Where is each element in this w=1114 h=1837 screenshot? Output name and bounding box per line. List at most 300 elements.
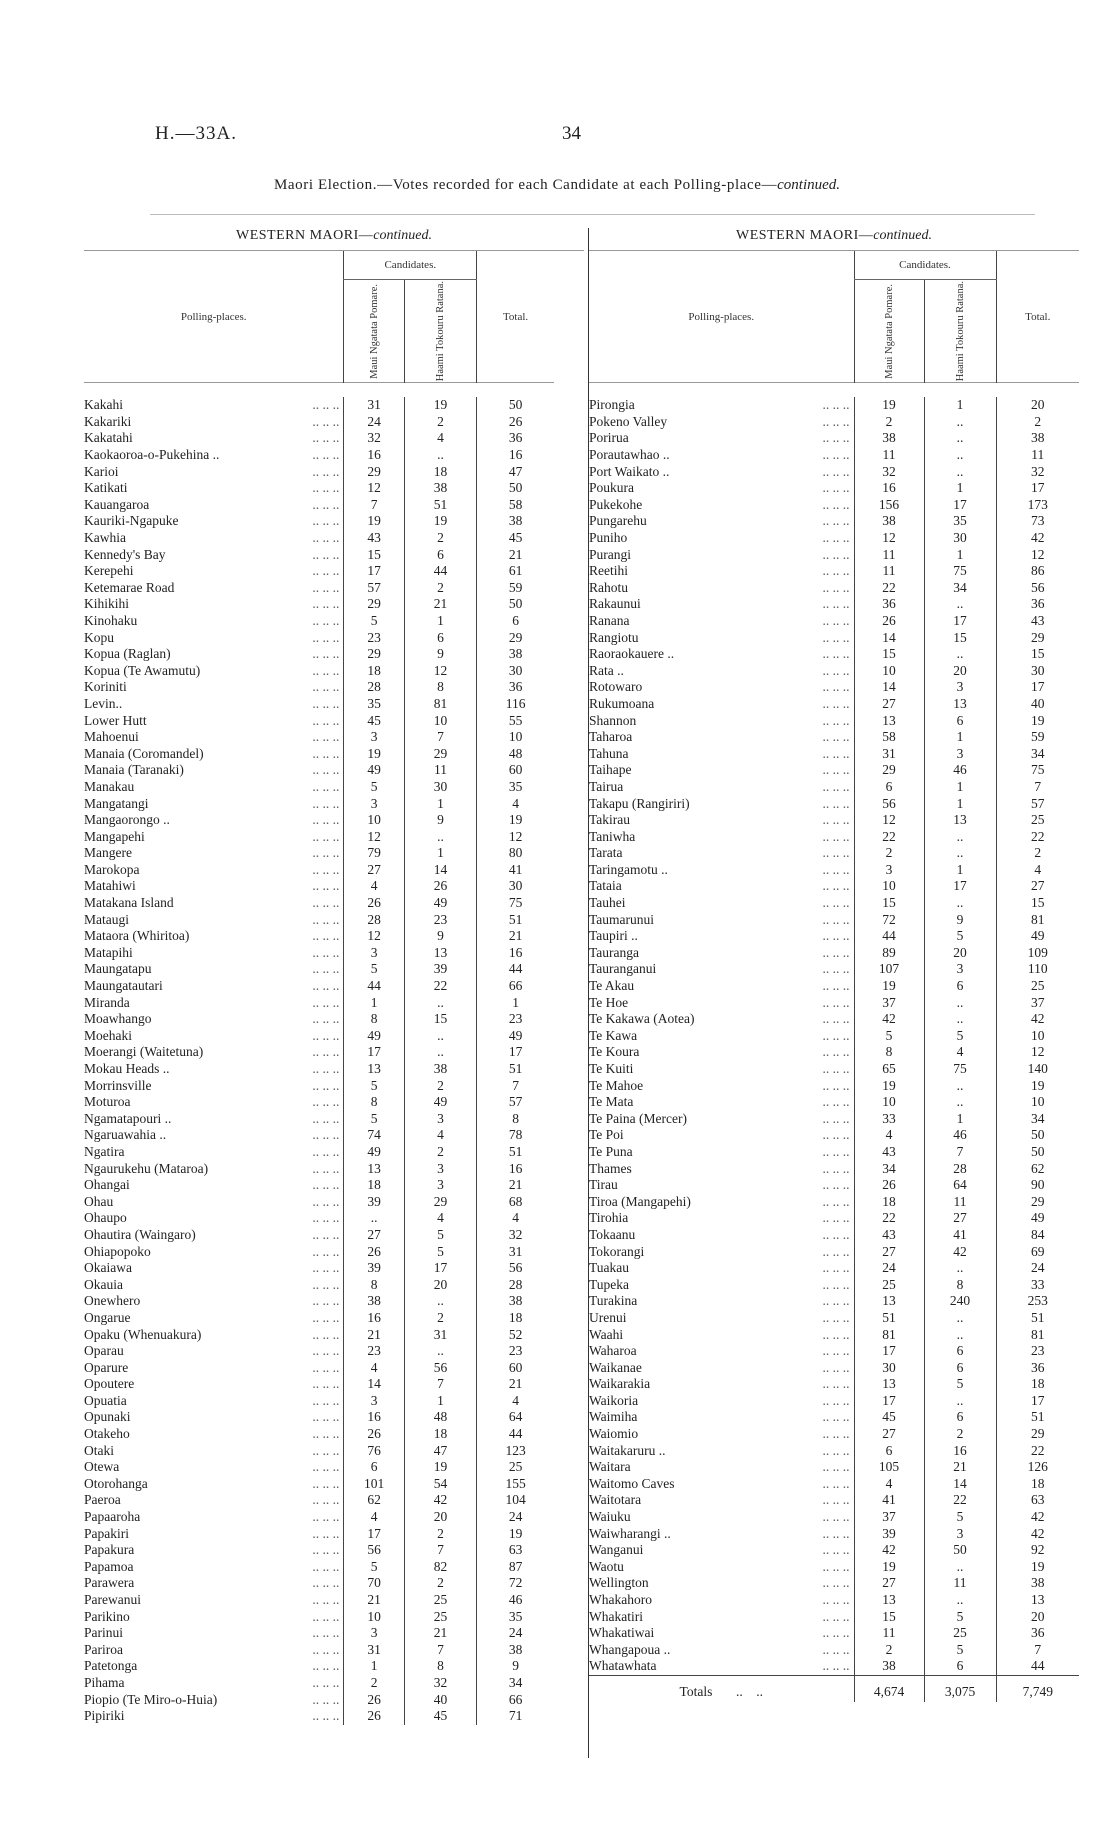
candidate-1-votes: 10 [854,1094,924,1111]
total-votes: 7 [996,1642,1079,1659]
place-name: Okauia [84,1276,123,1292]
right-candidates-header: Candidates. [854,251,996,280]
right-candidate-1-label: Maui Ngatata Pomare. [883,283,895,379]
candidate-1-votes: 5 [344,613,404,630]
place-name: Kawhia [84,530,126,546]
place-name: Tirau [589,1177,618,1193]
total-votes: 29 [996,1194,1079,1211]
place-name: Papakiri [84,1525,129,1541]
table-row [589,1625,1079,1642]
candidate-1-votes: 37 [854,1509,924,1526]
candidate-1-votes: 57 [344,580,404,597]
table-row [84,563,554,580]
place-name: Te Puna [589,1143,633,1159]
candidate-1-votes: 12 [344,480,404,497]
candidate-1-votes: 49 [344,762,404,779]
leader-dots: .. .. .. [312,928,340,944]
table-row [589,912,1079,929]
candidate-2-votes: 1 [924,480,996,497]
candidate-1-votes: 15 [854,646,924,663]
table-row [84,1625,554,1642]
candidate-2-votes: 6 [924,978,996,995]
leader-dots: .. .. .. [312,1326,340,1342]
total-votes: 60 [477,1360,554,1377]
place-name: Parinui [84,1625,123,1641]
candidate-2-votes: 13 [924,812,996,829]
place-name: Maungatautari [84,978,163,994]
right-candidate-1-header [854,280,924,383]
leader-dots: .. .. .. [312,828,340,844]
candidate-2-votes: 32 [404,1675,476,1692]
candidate-1-votes: 4 [344,1509,404,1526]
place-name: Kakariki [84,413,132,429]
candidate-1-votes: 37 [854,995,924,1012]
left-candidate-2-header [404,280,476,383]
total-votes: 21 [477,1177,554,1194]
candidate-1-votes: 13 [854,1376,924,1393]
table-row [589,878,1079,895]
candidate-2-votes: 25 [924,1625,996,1642]
left-candidate-1-label: Maui Ngatata Pomare. [368,283,380,379]
candidate-2-votes: 3 [404,1161,476,1178]
leader-dots: .. .. .. [312,1575,340,1591]
candidate-1-votes: 1 [344,1658,404,1675]
total-votes: 66 [477,978,554,995]
candidate-1-votes: 6 [854,779,924,796]
table-row [84,729,554,746]
candidate-2-votes: .. [924,1327,996,1344]
total-votes: 56 [996,580,1079,597]
place-name: Tauhei [589,895,626,911]
total-votes: 49 [477,1028,554,1045]
total-votes: 55 [477,713,554,730]
leader-dots: .. .. .. [822,1608,850,1624]
place-name: Whakatiwai [589,1625,655,1641]
candidate-2-votes: 3 [404,1177,476,1194]
candidate-1-votes: 27 [344,862,404,879]
total-votes: 1 [477,995,554,1012]
candidate-1-votes: 107 [854,961,924,978]
left-candidate-1-header [344,280,404,383]
candidate-2-votes: 1 [924,796,996,813]
leader-dots: .. .. .. [312,845,340,861]
candidate-2-votes: 5 [924,1376,996,1393]
total-votes: 19 [996,1078,1079,1095]
leader-dots: .. .. .. [312,1442,340,1458]
candidate-1-votes: 18 [854,1194,924,1211]
table-row [589,729,1079,746]
candidate-1-votes: 156 [854,497,924,514]
leader-dots: .. .. .. [312,1260,340,1276]
total-votes: 38 [477,1293,554,1310]
leader-dots: .. .. .. [822,1011,850,1027]
candidate-1-votes: 14 [854,679,924,696]
table-row [84,829,554,846]
place-name: Waitomo Caves [589,1475,675,1491]
leader-dots: .. .. .. [312,563,340,579]
leader-dots: .. .. .. [822,1525,850,1541]
place-name: Tataia [589,878,622,894]
place-name: Moerangi (Waitetuna) [84,1044,204,1060]
candidate-2-votes: 22 [924,1492,996,1509]
table-row [589,812,1079,829]
leader-dots: .. .. .. [312,1641,340,1657]
table-row [84,1144,554,1161]
total-votes: 126 [996,1459,1079,1476]
candidate-1-votes: 19 [854,1559,924,1576]
candidate-1-votes: 34 [854,1161,924,1178]
place-name: Porautawhao .. [589,447,670,463]
candidate-1-votes: 26 [344,895,404,912]
place-name: Ohautira (Waingaro) [84,1226,196,1242]
total-votes: 10 [996,1028,1079,1045]
leader-dots: .. .. .. [312,1708,340,1724]
place-name: Pirongia [589,397,635,413]
table-row [84,1542,554,1559]
table-row [84,713,554,730]
leader-dots: .. .. .. [822,1592,850,1608]
candidate-2-votes: 34 [924,580,996,597]
leader-dots: .. .. .. [312,662,340,678]
candidate-2-votes: 4 [924,1044,996,1061]
candidate-2-votes: 15 [924,630,996,647]
table-row [589,1476,1079,1493]
table-row [84,912,554,929]
table-row [589,1028,1079,1045]
place-name: Manaia (Coromandel) [84,745,204,761]
candidate-1-votes: 3 [854,862,924,879]
table-row [589,580,1079,597]
table-row [589,1542,1079,1559]
table-row [84,414,554,431]
candidate-2-votes: .. [924,430,996,447]
left-candidates-header: Candidates. [344,251,477,280]
candidate-1-votes: 65 [854,1061,924,1078]
total-votes: 10 [996,1094,1079,1111]
total-votes: 51 [477,912,554,929]
leader-dots: .. .. .. [822,662,850,678]
place-name: Kakatahi [84,430,133,446]
table-row [589,1078,1079,1095]
place-name: Maungatapu [84,961,152,977]
candidate-1-votes: 39 [344,1260,404,1277]
leader-dots: .. .. .. [822,1641,850,1657]
table-row [589,480,1079,497]
leader-dots: .. .. .. [822,828,850,844]
candidate-1-votes: 24 [854,1260,924,1277]
leader-dots: .. .. .. [822,612,850,628]
candidate-1-votes: 44 [854,928,924,945]
table-row [589,1559,1079,1576]
place-name: Waikoria [589,1392,639,1408]
total-votes: 23 [996,1343,1079,1360]
table-row [589,1194,1079,1211]
total-votes: 50 [477,480,554,497]
place-name: Ngaruawahia .. [84,1127,167,1143]
table-row [84,796,554,813]
total-votes: 42 [996,1011,1079,1028]
candidate-1-votes: 17 [854,1343,924,1360]
leader-dots: .. .. .. [822,563,850,579]
place-name: Tauranga [589,944,640,960]
place-name: Mangatangi [84,795,149,811]
candidate-1-votes: 13 [854,713,924,730]
candidate-2-votes: 1 [924,779,996,796]
leader-dots: .. .. .. [312,778,340,794]
leader-dots: .. .. .. [312,1110,340,1126]
total-votes: 35 [477,1609,554,1626]
place-name: Waahi [589,1326,624,1342]
leader-dots: .. .. .. [312,762,340,778]
leader-dots: .. .. .. [822,1409,850,1425]
candidate-1-votes: 14 [854,630,924,647]
table-row [589,679,1079,696]
left-panel [84,228,584,1725]
place-name: Opunaki [84,1409,131,1425]
table-row [589,1094,1079,1111]
place-name: Takirau [589,812,631,828]
total-votes: 66 [477,1692,554,1709]
place-name: Taihape [589,762,632,778]
candidate-1-votes: 29 [854,762,924,779]
candidate-2-votes: 7 [404,1642,476,1659]
candidate-2-votes: 14 [404,862,476,879]
candidate-1-votes: 51 [854,1310,924,1327]
candidate-1-votes: 33 [854,1111,924,1128]
candidate-2-votes: 11 [924,1194,996,1211]
candidate-1-votes: 23 [344,1343,404,1360]
total-votes: 21 [477,547,554,564]
table-row [84,1509,554,1526]
candidate-1-votes: 26 [854,613,924,630]
leader-dots: .. .. .. [312,1210,340,1226]
candidate-2-votes: 19 [404,513,476,530]
candidate-1-votes: 29 [344,464,404,481]
candidate-1-votes: 62 [344,1492,404,1509]
left-results-table [84,251,554,1725]
candidate-1-votes: 16 [344,447,404,464]
candidate-2-votes: 20 [924,945,996,962]
total-votes: 50 [996,1144,1079,1161]
total-votes: 92 [996,1542,1079,1559]
candidate-1-votes: 43 [854,1144,924,1161]
leader-dots: .. .. .. [822,1625,850,1641]
table-row [84,663,554,680]
candidate-2-votes: .. [924,646,996,663]
candidate-2-votes: 1 [924,729,996,746]
candidate-1-votes: 3 [344,796,404,813]
leader-dots: .. .. .. [822,1210,850,1226]
table-row [84,1476,554,1493]
candidate-1-votes: 22 [854,580,924,597]
total-votes: 6 [477,613,554,630]
table-row [84,580,554,597]
place-name: Taniwha [589,828,636,844]
candidate-1-votes: 12 [344,829,404,846]
table-row [589,779,1079,796]
candidate-2-votes: 2 [404,1144,476,1161]
candidate-2-votes: 3 [924,961,996,978]
place-name: Pipiriki [84,1708,125,1724]
total-votes: 8 [477,1111,554,1128]
total-votes: 81 [996,912,1079,929]
page-title-suffix: continued. [777,177,841,193]
leader-dots: .. .. .. [312,1177,340,1193]
table-row [84,1526,554,1543]
total-votes: 50 [477,397,554,414]
leader-dots: .. .. .. [822,1558,850,1574]
candidate-2-votes: 49 [404,895,476,912]
leader-dots: .. .. .. [312,1625,340,1641]
candidate-2-votes: 1 [404,796,476,813]
total-votes: 44 [477,1426,554,1443]
leader-dots: .. .. .. [312,944,340,960]
candidate-1-votes: 27 [854,1244,924,1261]
leader-dots: .. .. .. [312,447,340,463]
total-votes: 50 [477,596,554,613]
leader-dots: .. .. .. [822,1359,850,1375]
place-name: Te Mahoe [589,1077,644,1093]
place-name: Otaki [84,1442,114,1458]
place-name: Waharoa [589,1343,637,1359]
totals-label [589,1675,854,1702]
table-row [84,779,554,796]
place-name: Pihama [84,1674,125,1690]
candidate-2-votes: 42 [404,1492,476,1509]
leader-dots: .. .. .. [312,1409,340,1425]
place-name: Tirohia [589,1210,629,1226]
left-places-header: Polling-places. [180,310,247,323]
total-votes: 42 [996,1509,1079,1526]
candidate-2-votes: 1 [924,397,996,414]
table-row [589,796,1079,813]
table-row [589,1575,1079,1592]
candidate-2-votes: 6 [924,1343,996,1360]
candidate-1-votes: 49 [344,1028,404,1045]
leader-dots: .. .. .. [312,530,340,546]
candidate-2-votes: 4 [404,1210,476,1227]
candidate-2-votes: 2 [404,1575,476,1592]
candidate-2-votes: 8 [404,1658,476,1675]
total-votes: 40 [996,696,1079,713]
table-row [84,1592,554,1609]
place-name: Rata .. [589,662,624,678]
place-name: Whangapoua .. [589,1641,671,1657]
candidate-1-votes: 6 [854,1443,924,1460]
leader-dots: .. .. .. [822,861,850,877]
candidate-2-votes: .. [924,1094,996,1111]
candidate-1-votes: 41 [854,1492,924,1509]
total-votes: 33 [996,1277,1079,1294]
candidate-2-votes: 1 [924,1111,996,1128]
candidate-2-votes: 3 [924,679,996,696]
place-name: Opaku (Whenuakura) [84,1326,202,1342]
candidate-2-votes: 22 [404,978,476,995]
total-votes: 51 [996,1310,1079,1327]
table-row [84,961,554,978]
candidate-2-votes: 240 [924,1293,996,1310]
candidate-2-votes: .. [924,1559,996,1576]
candidate-1-votes: 32 [854,464,924,481]
candidate-1-votes: 8 [344,1094,404,1111]
candidate-2-votes: 11 [404,762,476,779]
place-name: Kauriki-Ngapuke [84,513,179,529]
candidate-2-votes: 29 [404,1194,476,1211]
leader-dots: .. .. .. [312,679,340,695]
place-name: Matakana Island [84,895,174,911]
candidate-2-votes: 14 [924,1476,996,1493]
candidate-1-votes: 4 [344,1360,404,1377]
candidate-1-votes: 32 [344,430,404,447]
place-name: Moturoa [84,1094,131,1110]
candidate-2-votes: 29 [404,746,476,763]
place-name: Te Kuiti [589,1061,634,1077]
candidate-1-votes: 8 [344,1011,404,1028]
table-row [84,613,554,630]
place-name: Tairua [589,778,624,794]
leader-dots: .. .. .. [822,812,850,828]
table-row [84,1044,554,1061]
candidate-1-votes: 10 [344,812,404,829]
place-name: Waikanae [589,1359,642,1375]
table-row [589,430,1079,447]
candidate-1-votes: 16 [344,1409,404,1426]
leader-dots: .. .. .. [312,1525,340,1541]
leader-dots: .. .. .. [822,1442,850,1458]
total-votes: 116 [477,696,554,713]
total-votes: 62 [996,1161,1079,1178]
candidate-2-votes: .. [404,447,476,464]
place-name: Kerepehi [84,563,134,579]
total-votes: 36 [996,596,1079,613]
candidate-1-votes: 17 [344,1526,404,1543]
table-row [589,414,1079,431]
right-region-name: WESTERN MAORI— [736,228,874,243]
candidate-2-votes: 49 [404,1094,476,1111]
place-name: Shannon [589,712,637,728]
candidate-2-votes: 9 [404,928,476,945]
leader-dots: .. .. .. [822,795,850,811]
candidate-1-votes: 56 [344,1542,404,1559]
candidate-1-votes: 5 [344,779,404,796]
leader-dots: .. .. .. [822,1260,850,1276]
place-name: Parikino [84,1608,130,1624]
candidate-2-votes: 46 [924,762,996,779]
place-name: Waitakaruru .. [589,1442,666,1458]
table-row [84,464,554,481]
right-table-body [589,397,1079,1675]
place-name: Pukekohe [589,496,643,512]
place-name: Kinohaku [84,612,138,628]
leader-dots: .. .. .. [312,1459,340,1475]
candidate-1-votes: 43 [344,530,404,547]
table-row [84,596,554,613]
table-row [84,1028,554,1045]
leader-dots: .. .. .. [822,1343,850,1359]
total-votes: 30 [477,663,554,680]
table-row [84,945,554,962]
candidate-2-votes: 18 [404,1426,476,1443]
candidate-2-votes: 45 [404,1708,476,1725]
total-votes: 36 [996,1360,1079,1377]
candidate-2-votes: 21 [404,1625,476,1642]
candidate-2-votes: 19 [404,1459,476,1476]
candidate-1-votes: 12 [854,530,924,547]
candidate-2-votes: 3 [924,746,996,763]
total-votes: 29 [996,1426,1079,1443]
left-table-body [84,397,554,1725]
candidate-1-votes: 18 [344,1177,404,1194]
